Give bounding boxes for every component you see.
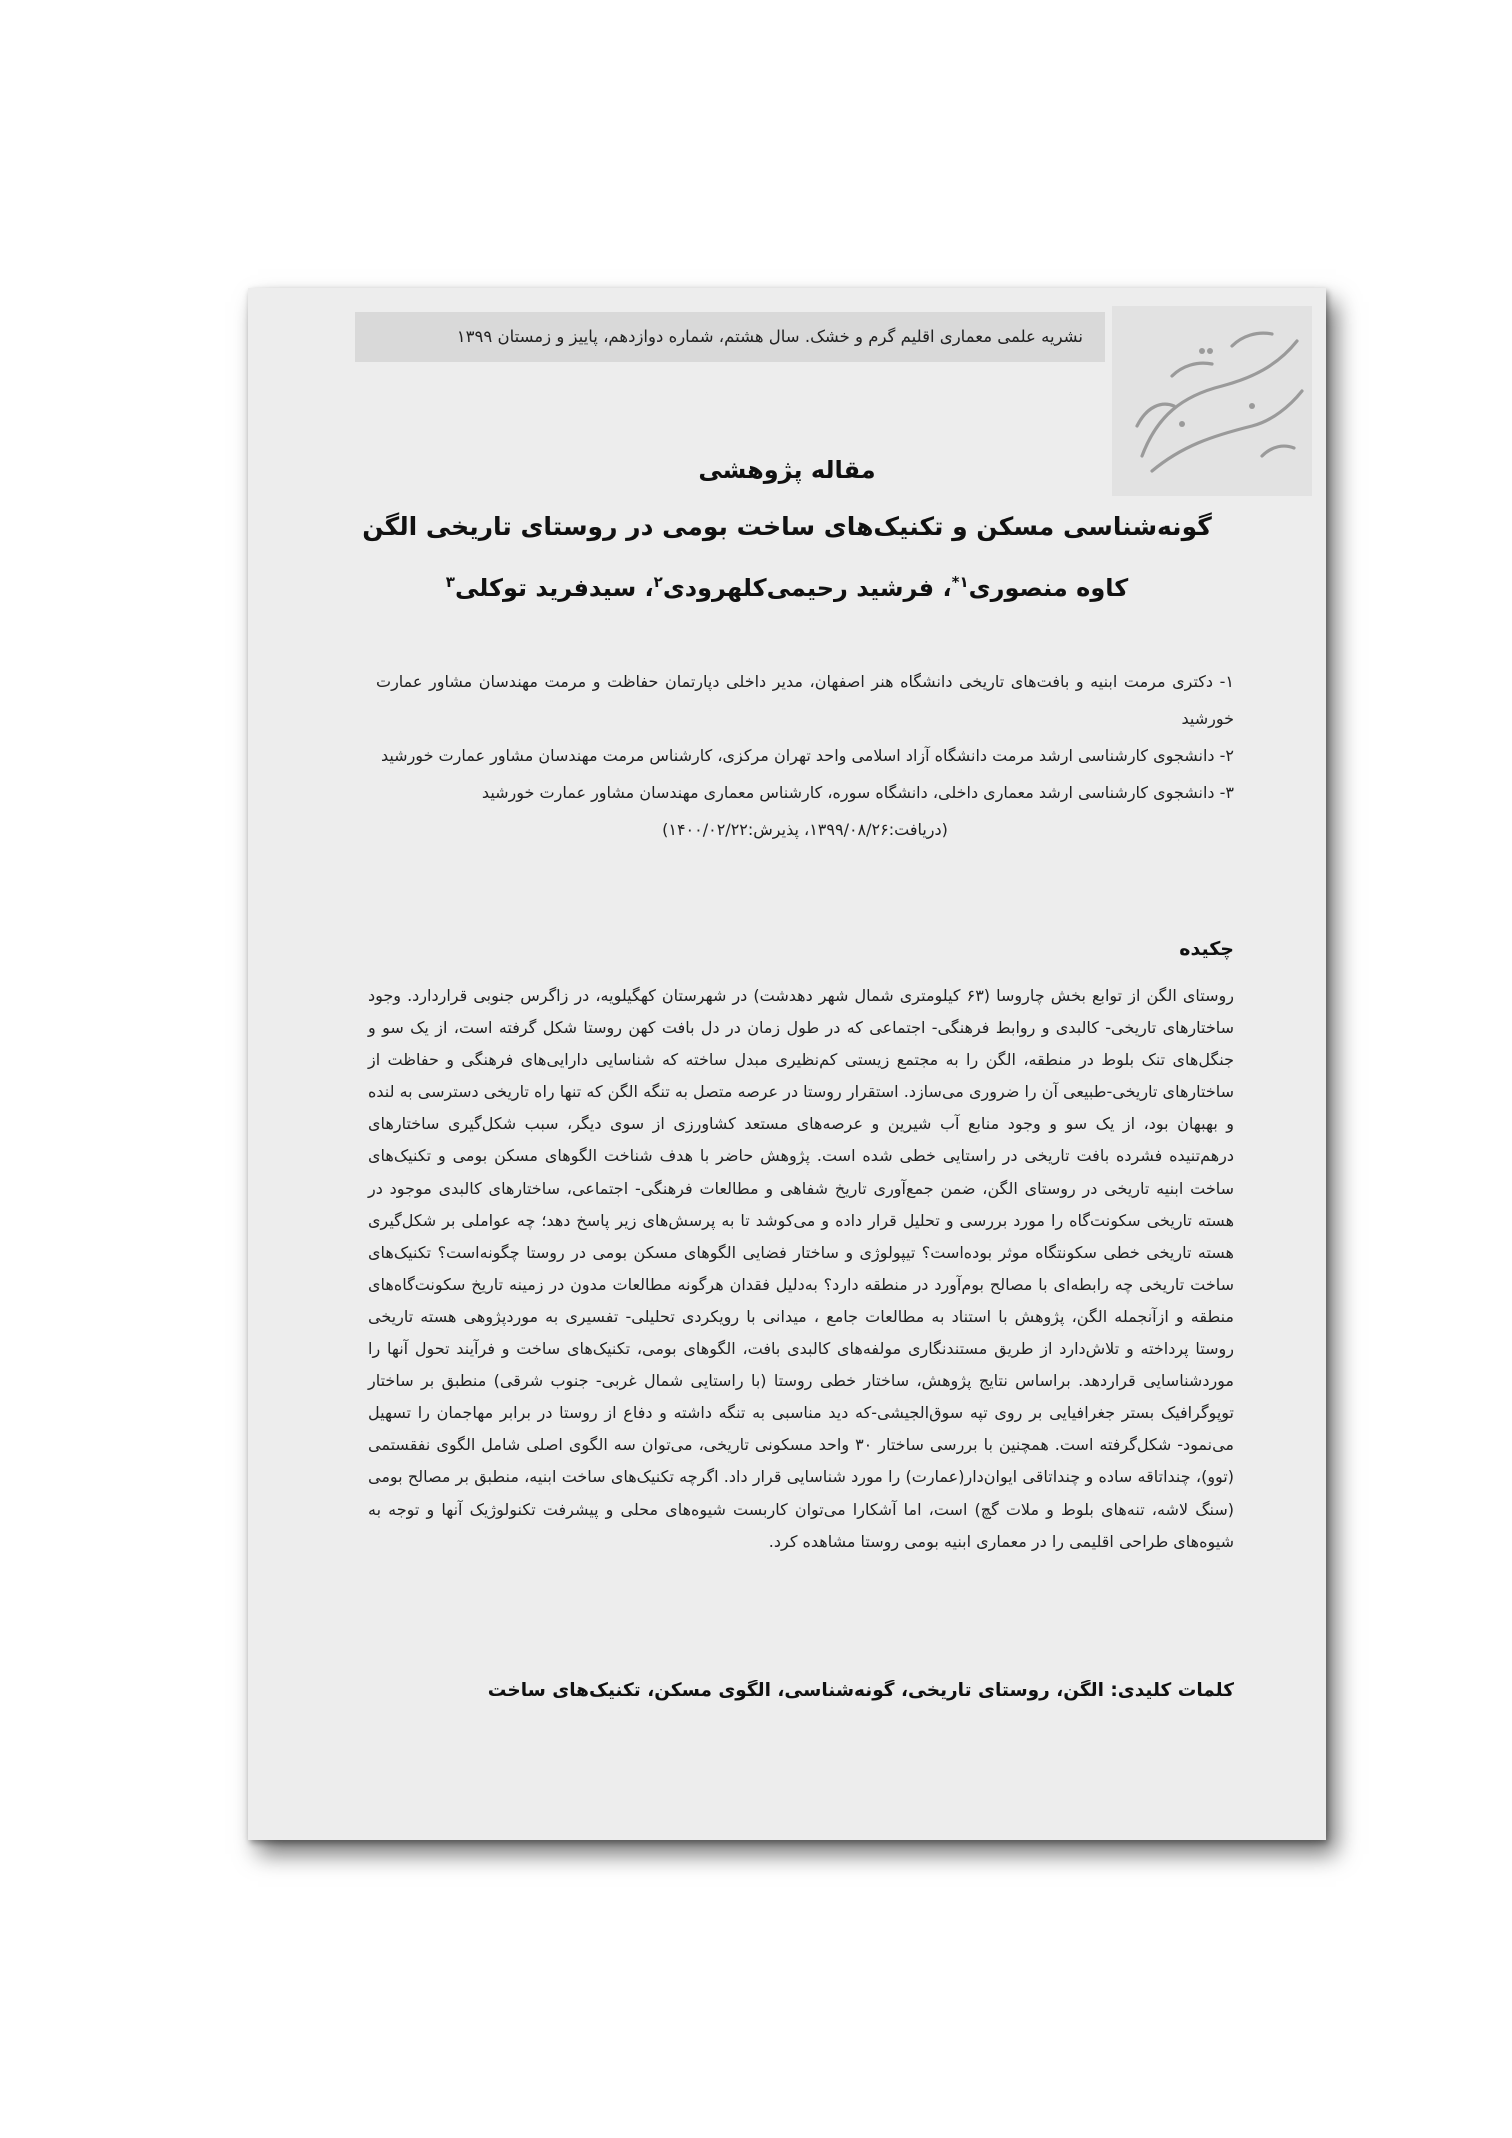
journal-header-text: نشریه علمی معماری اقلیم گرم و خشک. سال هشتم، شماره دوازدهم، پاییز و زمستان ۱۳۹۹ (456, 327, 1083, 346)
journal-page (248, 288, 1326, 1840)
author-1: کاوه منصوری (968, 574, 1129, 602)
article-title: گونه‌شناسی مسکن و تکنیک‌های ساخت بومی در روستای تاریخی الگن (362, 512, 1212, 541)
author-2: فرشید رحیمی‌کلهرودی (662, 574, 935, 602)
author-separator: ، (636, 574, 654, 602)
affiliation-3: ۳- دانشجوی کارشناسی ارشد معماری داخلی، دانشگاه سوره، کارشناس معماری مهندسان مشاور عمارت خورشید (481, 783, 1234, 802)
author-separator: ، (934, 574, 952, 602)
keywords: کلمات کلیدی: الگن، روستای تاریخی، گونه‌شناسی، الگوی مسکن، تکنیک‌های ساخت (487, 1680, 1234, 1701)
author-3: سیدفرید توکلی (454, 574, 637, 602)
author-1-mark: ۱* (951, 573, 969, 591)
author-3-mark: ۳ (445, 573, 455, 591)
article-type: مقاله پژوهشی (698, 456, 876, 484)
abstract-heading: چکیده (1179, 938, 1234, 960)
author-2-mark: ۲ (653, 573, 663, 591)
author-list (328, 573, 1246, 602)
affiliations (376, 663, 1234, 848)
affiliation-2: ۲- دانشجوی کارشناسی ارشد مرمت دانشگاه آزاد اسلامی واحد تهران مرکزی، کارشناس مرمت مهندسان مشاور عمارت خورشید (380, 746, 1234, 765)
affiliation-1: ۱- دکتری مرمت ابنیه و بافت‌های تاریخی دانشگاه هنر اصفهان، مدیر داخلی دپارتمان حفاظت و مرمت مهندسان مشاور عمارت خورشید (376, 672, 1234, 728)
abstract-body: روستای الگن از توابع بخش چاروسا (۶۳ کیلومتری شمال شهر دهدشت) در شهرستان کهگیلویه، در زاگرس جنوبی قراردارد. وجود ساختارهای تاریخی- کالبدی و روابط فرهنگی- اجتماعی که در طول زمان در دل بافت کهن روستا شکل گرفته است، از یک سو و جنگل‌های تنک بلوط در منطقه، الگن را به مجتمع زیستی کم‌نظیری مبدل ساخته که شناسایی دارایی‌های فرهنگی و حفاظت از ساختارهای تاریخی-طبیعی آن را ضروری می‌سازد. استقرار روستا در عرصه متصل به تنگه الگن که تنها راه تاریخی دسترسی به لنده و بهبهان بود، از یک سو و وجود منابع آب شیرین و عرصه‌های مستعد کشاورزی از سوی دیگر، سبب شکل‌گیری ساختارهای درهم‌تنیده فشرده بافت تاریخی در راستایی خطی شده است. پژوهش حاضر با هدف شناخت الگوهای مسکن بومی و تکنیک‌های ساخت ابنیه تاریخی در روستای الگن، ضمن جمع‌آوری تاریخ شفاهی و مطالعات فرهنگی- اجتماعی، ساختارهای کالبدی موجود در هسته تاریخی سکونت‌گاه را مورد بررسی و تحلیل قرار داده و می‌کوشد تا به پرسش‌های زیر پاسخ دهد؛ چه عواملی بر شکل‌گیری هسته تاریخی خطی سکونتگاه موثر بوده‌است؟ تیپولوژی و ساختار فضایی الگوهای مسکن بومی در روستا چگونه‌است؟ تکنیک‌های ساخت تاریخی چه رابطه‌ای با مصالح بوم‌آورد در منطقه دارد؟ به‌دلیل فقدان هرگونه مطالعات مدون در زمینه تاریخ سکونت‌گاه‌های منطقه و از‌آنجمله الگن، پژوهش با استناد به مطالعات جامع ، میدانی با رویکردی تحلیلی- تفسیری به موردپژوهی هسته تاریخی روستا پرداخته و تلاش‌دارد از طریق مستندنگاری مولفه‌های کالبدی بافت، الگوهای بومی، تکنیک‌های ساخت و فرآیند تحول آنها را موردشناسایی قراردهد. براساس نتایج پژوهش، ساختار خطی روستا (با راستایی شمال غربی- جنوب شرقی) منطبق بر ساختار توپوگرافیک بستر جغرافیایی بر روی تپه سوق‌الجیشی-که دید مناسبی به تنگه داشته و دفاع از روستا در برابر مهاجمان را تسهیل می‌نمود- شکل‌گرفته است. همچنین با بررسی ساختار ۳۰ واحد مسکونی تاریخی، می‌توان سه الگوی اصلی شامل الگوی نفقستمی (توو)، چنداتاقه ساده و چنداتاقی ایوان‌دار(عمارت) را مورد شناسایی قرار داد. اگرچه تکنیک‌های ساخت ابنیه، منطبق بر مصالح بومی (سنگ لاشه، تنه‌های بلوط و ملات گچ) است، اما آشکارا می‌توان کاربست شیوه‌های محلی و پیشرفت تکنولوژیک آنها و توجه به شیوه‌های طراحی اقلیمی را در معماری ابنیه بومی روستا مشاهده کرد. (368, 986, 1234, 1551)
journal-header (355, 312, 1105, 362)
received-accepted-dates: (دریافت:۱۳۹۹/۰۸/۲۶، پذیرش:۱۴۰۰/۰۲/۲۲) (662, 820, 948, 839)
